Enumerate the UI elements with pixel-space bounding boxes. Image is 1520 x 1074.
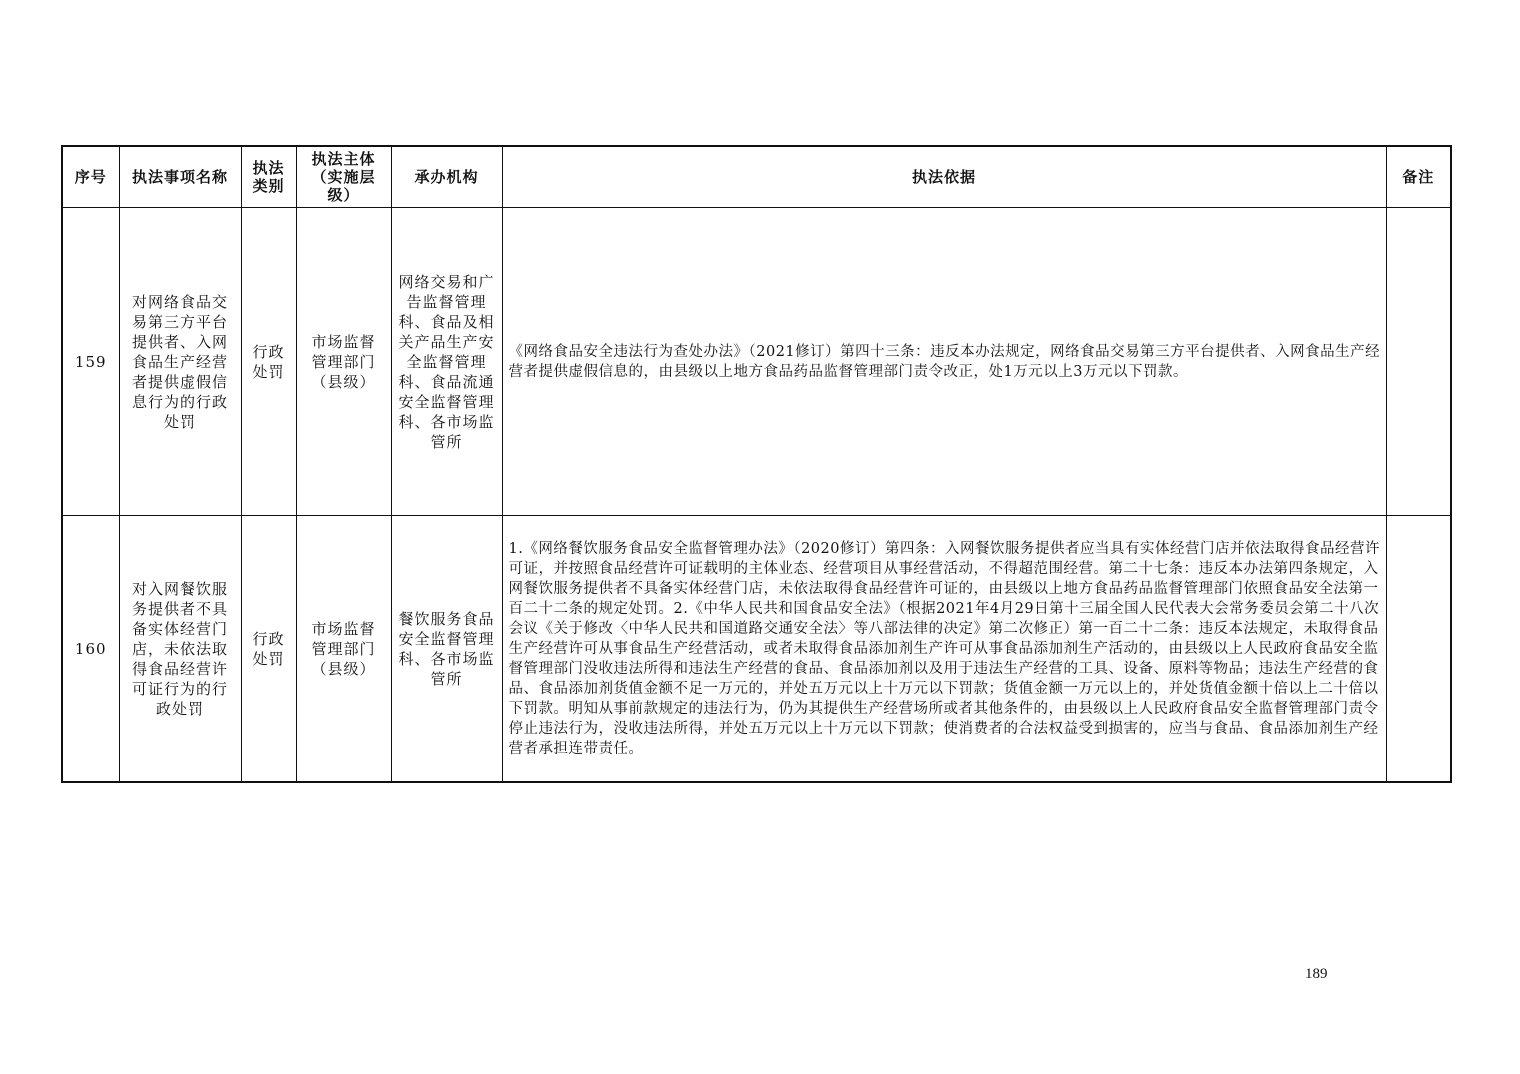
cell-item-name-text: 对网络食品交易第三方平台提供者、入网食品生产经营者提供虚假信息行为的行政处罚 <box>131 292 228 431</box>
cell-category <box>241 208 296 516</box>
header-category-text: 执法类别 <box>252 159 285 195</box>
enforcement-items-table <box>61 145 1452 783</box>
header-category <box>241 146 296 208</box>
header-basis: 执法依据 <box>502 146 1386 208</box>
cell-subject-text: 市场监督管理部门（县级） <box>311 619 376 678</box>
cell-item-name-text: 对入网餐饮服务提供者不具备实体经营门店，未依法取得食品经营许可证行为的行政处罚 <box>131 579 228 718</box>
cell-category-text: 行政处罚 <box>252 342 285 381</box>
cell-category-text: 行政处罚 <box>252 629 285 668</box>
header-subject <box>296 146 391 208</box>
table-row <box>62 516 1451 783</box>
cell-basis: 《网络食品安全违法行为查处办法》（2021修订）第四十三条：违反本办法规定，网络食品交易第三方平台提供者、入网食品生产经营者提供虚假信息的，由县级以上地方食品药品监督管理部门责令改正，处1万元以上3万元以下罚款。 <box>502 208 1386 516</box>
cell-remarks <box>1386 208 1451 516</box>
cell-seq: 160 <box>62 516 119 783</box>
cell-item-name <box>119 516 241 783</box>
cell-seq: 159 <box>62 208 119 516</box>
table-row <box>62 208 1451 516</box>
cell-remarks <box>1386 516 1451 783</box>
cell-basis: 1.《网络餐饮服务食品安全监督管理办法》（2020修订）第四条：入网餐饮服务提供者应当具有实体经营门店并依法取得食品经营许可证，并按照食品经营许可证载明的主体业态、经营项目从事经营活动，不得超范围经营。第二十七条：违反本办法第四条规定，入网餐饮服务提供者不具备实体经营门店，未依法取得食品经营许可证的，由县级以上地方食品药品监督管理部门依照食品安全法第一百二十二条的规定处罚。2.《中华人民共和国食品安全法》（根据2021年4月29日第十三届全国人民代表大会常务委员会第二十八次会议《关于修改〈中华人民共和国道路交通安全法〉等八部法律的决定》第二次修正）第一百二十二条：违反本法规定，未取得食品生产经营许可从事食品生产经营活动，或者未取得食品添加剂生产许可从事食品添加剂生产活动的，由县级以上人民政府食品安全监督管理部门没收违法所得和违法生产经营的食品、食品添加剂以及用于违法生产经营的工具、设备、原料等物品；违法生产经营的食品、食品添加剂货值金额不足一万元的，并处五万元以上十万元以下罚款；货值金额一万元以上的，并处货值金额十倍以上二十倍以下罚款。明知从事前款规定的违法行为，仍为其提供生产经营场所或者其他条件的，由县级以上人民政府食品安全监督管理部门责令停止违法行为，没收违法所得，并处五万元以上十万元以下罚款；使消费者的合法权益受到损害的，应当与食品、食品添加剂生产经营者承担连带责任。 <box>502 516 1386 783</box>
cell-agency <box>391 208 502 516</box>
cell-subject-text: 市场监督管理部门（县级） <box>311 332 376 391</box>
cell-agency <box>391 516 502 783</box>
header-seq: 序号 <box>62 146 119 208</box>
cell-subject <box>296 516 391 783</box>
cell-item-name <box>119 208 241 516</box>
header-agency: 承办机构 <box>391 146 502 208</box>
cell-category <box>241 516 296 783</box>
cell-agency-text: 网络交易和广告监督管理科、食品及相关产品生产安全监督管理科、食品流通安全监督管理科、各市场监管所 <box>398 272 495 451</box>
header-remarks: 备注 <box>1386 146 1451 208</box>
table-header-row <box>62 146 1451 208</box>
cell-subject <box>296 208 391 516</box>
header-item-name: 执法事项名称 <box>119 146 241 208</box>
page-number: 189 <box>1305 966 1328 982</box>
cell-agency-text: 餐饮服务食品安全监督管理科、各市场监管所 <box>398 609 495 688</box>
header-subject-text: 执法主体（实施层级） <box>311 150 376 204</box>
